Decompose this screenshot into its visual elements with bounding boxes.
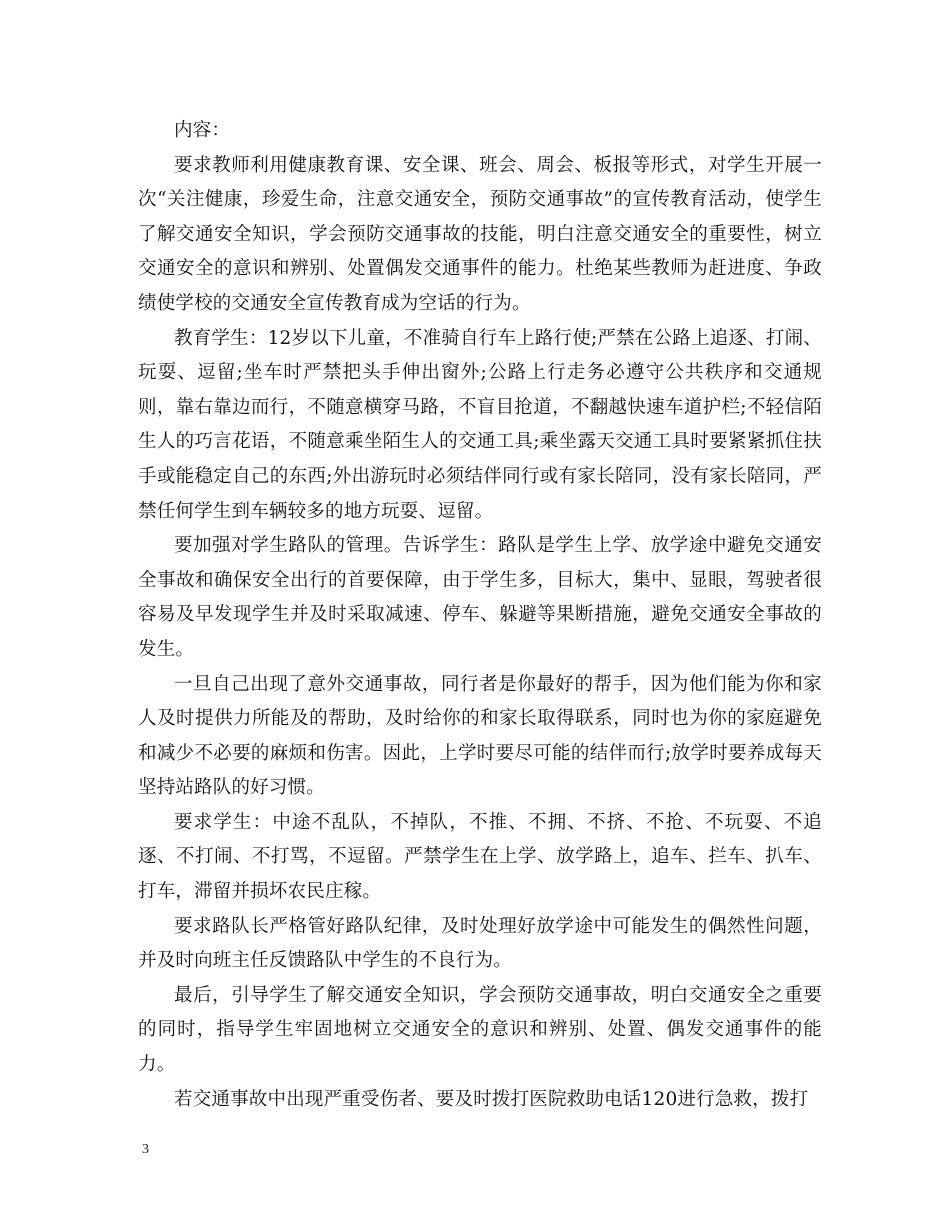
paragraph-accident-companions: 一旦自己出现了意外交通事故，同行者是你最好的帮手，因为他们能为你和家人及时提供力所能及的帮助，及时给你的和家长取得联系，同时也为你的家庭避免和减少不必要的麻烦和伤害。因此，上学时要尽可能的结伴而行;放学时要养成每天坚持站路队的好习惯。 [138,673,822,799]
paragraph-road-team-management: 要加强对学生路队的管理。告诉学生：路队是学生上学、放学途中避免交通安全事故和确保安全出行的首要保障，由于学生多，目标大，集中、显眼，驾驶者很容易及早发现学生并及时采取减速、停车、躲避等果断措施，避免交通安全事故的发生。 [138,535,822,660]
paragraph-student-rules: 要求学生：中途不乱队，不掉队，不推、不拥、不挤、不抢、不玩耍、不追逐、不打闹、不打骂，不逗留。严禁学生在上学、放学路上，追车、拦车、扒车、打车，滞留并损坏农民庄稼。 [138,811,822,903]
paragraph-team-leader-duties: 要求路队长严格管好路队纪律，及时处理好放学途中可能发生的偶然性问题，并及时向班主任反馈路队中学生的不良行为。 [138,915,822,972]
page-number: 3 [142,1142,149,1157]
paragraph-student-education: 教育学生：12岁以下儿童，不准骑自行车上路行使;严禁在公路上追逐、打闹、玩耍、逗留;坐车时严禁把头手伸出窗外;公路上行走务必遵守公共秩序和交通规则，靠右靠边而行，不随意横穿马路，不盲目抢道，不翻越快速车道护栏;不轻信陌生人的巧言花语，不随意乘坐陌生人的交通工具;乘坐露天交通工具时要紧紧抓住扶手或能稳定自己的东西;外出游玩时必须结伴同行或有家长陪同，没有家长陪同，严禁任何学生到车辆较多的地方玩耍、逗留。 [138,327,822,522]
paragraph-final-guidance: 最后，引导学生了解交通安全知识，学会预防交通事故，明白交通安全之重要的同时，指导学生牢固地树立交通安全的意识和辨别、处置、偶发交通事件的能力。 [138,984,822,1076]
document-body [138,114,822,1117]
paragraph-content-heading: 内容： [174,120,231,141]
paragraph-emergency-call: 若交通事故中出现严重受伤者、要及时拨打医院救助电话120进行急救，拨打 [174,1088,809,1110]
paragraph-teacher-requirements: 要求教师利用健康教育课、安全课、班会、周会、板报等形式，对学生开展一次“关注健康，珍爱生命，注意交通安全，预防交通事故”的宣传教育活动，使学生了解交通安全知识，学会预防交通事故的技能，明白注意交通安全的重要性，树立交通安全的意识和辨别、处置偶发交通事件的能力。杜绝某些教师为赶进度、争政绩使学校的交通安全宣传教育成为空话的行为。 [138,154,822,314]
